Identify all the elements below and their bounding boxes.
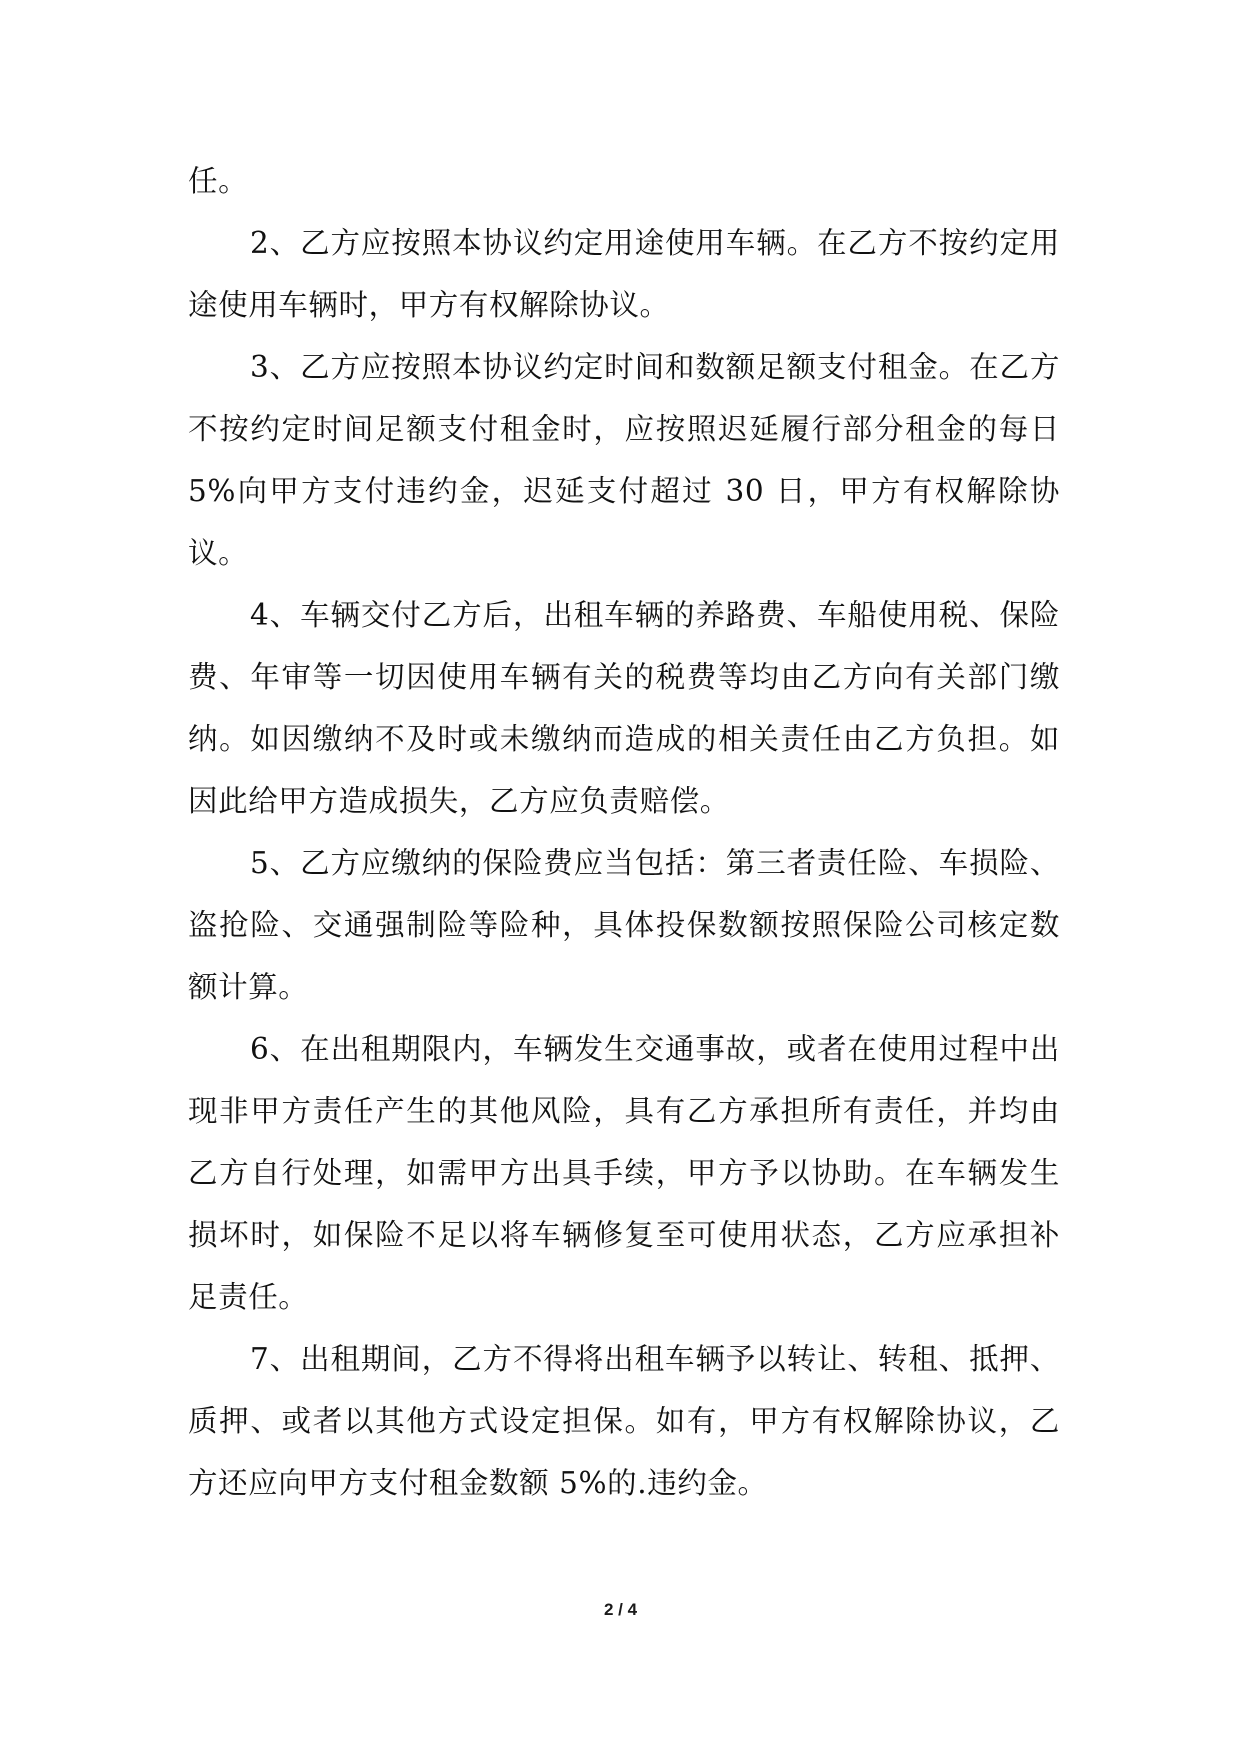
- clause-5: 5、乙方应缴纳的保险费应当包括：第三者责任险、车损险、盗抢险、交通强制险等险种，具体投保数额按照保险公司核定数额计算。: [188, 846, 1060, 1004]
- page-number: 2 / 4: [603, 1600, 638, 1619]
- clause-4: 4、车辆交付乙方后，出租车辆的养路费、车船使用税、保险费、年审等一切因使用车辆有关的税费等均由乙方向有关部门缴纳。如因缴纳不及时或未缴纳而造成的相关责任由乙方负担。如因此给甲方造成损失，乙方应负责赔偿。: [188, 598, 1060, 818]
- clause-3: 3、乙方应按照本协议约定时间和数额足额支付租金。在乙方不按约定时间足额支付租金时，应按照迟延履行部分租金的每日 5%向甲方支付违约金，迟延支付超过 30 日，甲方有权解除协议。: [188, 350, 1060, 570]
- clause-6: 6、在出租期限内，车辆发生交通事故，或者在使用过程中出现非甲方责任产生的其他风险，具有乙方承担所有责任，并均由乙方自行处理，如需甲方出具手续，甲方予以协助。在车辆发生损坏时，如保险不足以将车辆修复至可使用状态，乙方应承担补足责任。: [188, 1032, 1060, 1314]
- document-body: [188, 150, 1060, 1514]
- clause-7: 7、出租期间，乙方不得将出租车辆予以转让、转租、抵押、质押、或者以其他方式设定担保。如有，甲方有权解除协议，乙方还应向甲方支付租金数额 5%的.违约金。: [188, 1342, 1060, 1500]
- clause-2: 2、乙方应按照本协议约定用途使用车辆。在乙方不按约定用途使用车辆时，甲方有权解除协议。: [188, 226, 1060, 322]
- paragraph-continuation: 任。: [188, 164, 249, 198]
